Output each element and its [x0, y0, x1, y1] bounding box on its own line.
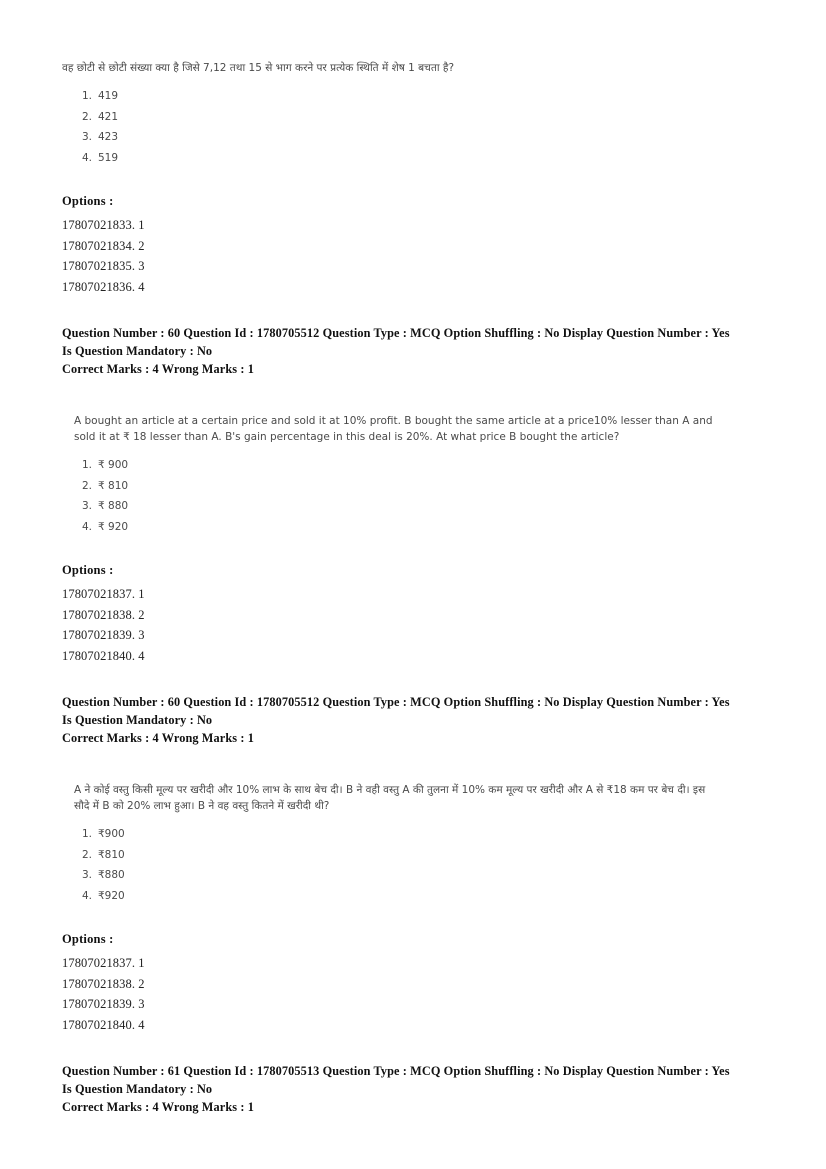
- choice-number: 1.: [81, 828, 92, 841]
- question-list: [62, 60, 774, 1117]
- meta-line-header: Question Number : 61 Question Id : 1780705513 Question Type : MCQ Option Shuffling : No Display Question Number : Yes: [62, 1064, 730, 1079]
- question-block: [62, 60, 774, 379]
- choice-item[interactable]: [74, 865, 774, 886]
- choice-item[interactable]: [74, 496, 774, 517]
- question-meta: [62, 1063, 774, 1116]
- choice-item[interactable]: [74, 476, 774, 497]
- choice-text: ₹ 880: [98, 500, 129, 513]
- choice-text: ₹ 920: [98, 520, 129, 533]
- choice-text: ₹900: [98, 828, 125, 841]
- meta-line-header: Question Number : 60 Question Id : 1780705512 Question Type : MCQ Option Shuffling : No Display Question Number : Yes: [62, 695, 730, 710]
- question-block: [62, 413, 774, 748]
- question-text: A bought an article at a certain price and sold it at 10% profit. B bought the same article at a price10% lesser than A and sold it at ₹ 18 lesser than A. B's gain percentage in this deal is 20%. At what price B bought the article?: [74, 414, 713, 444]
- choice-number: 2.: [81, 848, 92, 861]
- choice-text: ₹880: [98, 869, 125, 882]
- option-row: 17807021840. 4: [62, 1017, 145, 1032]
- choice-list: [62, 86, 774, 168]
- choice-number: 2.: [81, 110, 92, 123]
- question-text: A ने कोई वस्तु किसी मूल्य पर खरीदी और 10% लाभ के साथ बेच दी। B ने वही वस्तु A की तुलना में 10% कम मूल्य पर खरीदी और A से ₹18 कम पर बेच दी। इस सौदे में B को 20% लाभ हुआ। B ने वह वस्तु कितने में खरीदी थी?: [74, 783, 706, 813]
- choice-item[interactable]: [74, 107, 774, 128]
- option-row: 17807021837. 1: [62, 587, 145, 602]
- question-text: वह छोटी से छोटी संख्या क्या है जिसे 7,12 तथा 15 से भाग करने पर प्रत्येक स्थिति में शेष 1 बचता है?: [62, 62, 455, 74]
- options-block: [62, 563, 774, 666]
- choice-number: 3.: [81, 869, 92, 882]
- choice-list: [62, 455, 774, 537]
- option-row: 17807021835. 3: [62, 259, 145, 274]
- option-row: 17807021839. 3: [62, 997, 145, 1012]
- meta-line-marks: Correct Marks : 4 Wrong Marks : 1: [62, 730, 254, 745]
- options-title: Options :: [62, 563, 114, 578]
- choice-number: 1.: [81, 459, 92, 472]
- choice-number: 3.: [81, 131, 92, 144]
- choice-item[interactable]: [74, 86, 774, 107]
- choice-number: 3.: [81, 500, 92, 513]
- choice-text: 519: [98, 151, 119, 164]
- meta-line-mandatory: Is Question Mandatory : No: [62, 1082, 213, 1097]
- question-block: [62, 782, 774, 1117]
- options-title: Options :: [62, 194, 114, 209]
- choice-text: ₹810: [98, 848, 125, 861]
- choice-list: [62, 824, 774, 906]
- choice-number: 4.: [81, 151, 92, 164]
- meta-line-marks: Correct Marks : 4 Wrong Marks : 1: [62, 361, 254, 376]
- choice-number: 4.: [81, 520, 92, 533]
- choice-item[interactable]: [74, 517, 774, 538]
- choice-item[interactable]: [74, 845, 774, 866]
- option-row: 17807021840. 4: [62, 648, 145, 663]
- options-title: Options :: [62, 932, 114, 947]
- choice-item[interactable]: [74, 886, 774, 907]
- choice-text: 423: [98, 131, 119, 144]
- choice-number: 4.: [81, 889, 92, 902]
- option-row: 17807021837. 1: [62, 956, 145, 971]
- option-row: 17807021834. 2: [62, 238, 145, 253]
- choice-item[interactable]: [74, 824, 774, 845]
- option-row: 17807021833. 1: [62, 218, 145, 233]
- options-block: [62, 194, 774, 297]
- choice-text: 419: [98, 90, 119, 103]
- meta-line-header: Question Number : 60 Question Id : 1780705512 Question Type : MCQ Option Shuffling : No Display Question Number : Yes: [62, 326, 730, 341]
- block-separator: [62, 748, 774, 782]
- choice-text: ₹ 900: [98, 459, 129, 472]
- option-row: 17807021838. 2: [62, 607, 145, 622]
- choice-text: ₹920: [98, 889, 125, 902]
- meta-line-mandatory: Is Question Mandatory : No: [62, 344, 213, 359]
- option-row: 17807021839. 3: [62, 628, 145, 643]
- options-block: [62, 932, 774, 1035]
- meta-line-marks: Correct Marks : 4 Wrong Marks : 1: [62, 1099, 254, 1114]
- choice-text: ₹ 810: [98, 479, 129, 492]
- choice-number: 2.: [81, 479, 92, 492]
- block-separator: [62, 379, 774, 413]
- question-meta: [62, 694, 774, 747]
- option-row: 17807021836. 4: [62, 279, 145, 294]
- choice-text: 421: [98, 110, 119, 123]
- option-row: 17807021838. 2: [62, 976, 145, 991]
- choice-item[interactable]: [74, 127, 774, 148]
- choice-number: 1.: [81, 90, 92, 103]
- choice-item[interactable]: [74, 148, 774, 169]
- question-meta: [62, 325, 774, 378]
- choice-item[interactable]: [74, 455, 774, 476]
- meta-line-mandatory: Is Question Mandatory : No: [62, 713, 213, 728]
